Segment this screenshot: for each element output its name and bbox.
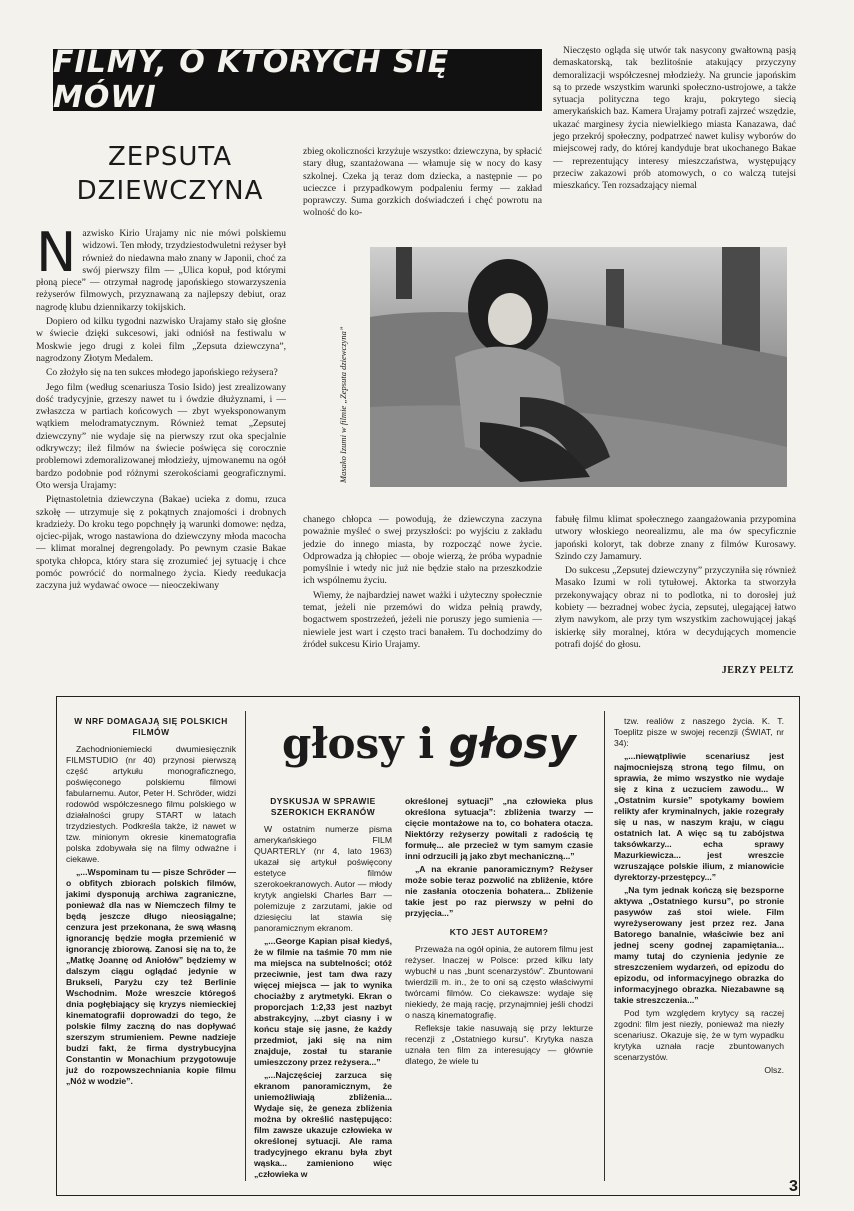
- glosy-paragraph: „...Wspominam tu — pisze Schröder — o obfitych zbiorach polskich filmów, jakimi dysponują archiwa zagraniczne, ponieważ dla nas w Niemczech filmy te będą jeszcze długo nieosiągalne; cenzura jest przekonana, że swą własną ignorancję będzie mogła przemienić w ignorancję zbiorową. Zanosi się na to, że „Matkę Joannę od Aniołów” będziemy w dalszym ciągu oglądać jedynie w Brukseli, Paryżu czy też Berlinie Wschodnim. Może wreszcie któregoś dnia pogłębiający się kryzys niemieckiej kinematografii doprowadzi do tego, że polskie filmy zaczną do nas dopływać szerszym strumieniem. Pewne nadzieje budzi fakt, że firma dystrybucyjna Constantin w Monachium przygotowuje już do rozpowszechniania kopie filmu „Nóż w wodzie”.: [66, 867, 236, 1086]
- article-paragraph: Piętnastoletnia dziewczyna (Bakae) ucieka z domu, rzuca szkołę — utrzymuje się z pokątnych znajomości i drobnych kradzieży. Do kroku tego popchnęły ją warunki domowe: nędza, ojciec-pijak, wrogo nastawiona do dziewczyny młoda macocha — klimat moralnej degrengolady. Po pewnym czasie Bakae spotyka chłopca, który stara się zrozumieć jej sytuację i chce pomóc powrócić do normalnego życia. Kiedy reedukacja zaczyna już wydawać owoce — nieoczekiwany: [36, 494, 286, 592]
- author-signature: JERZY PELTZ: [721, 665, 794, 676]
- glosy-paragraph: „...Najczęściej zarzuca się ekranom panoramicznym, że uniemożliwiają zbliżenia... Wydaje się, że geneza zbliżenia można by określić następująco: film zawsze ukazuje człowieka w określonej sytuacji. Ale rama tradycyjnego ekranu była zbyt wąska... zamieniono więc „człowieka w: [254, 1070, 392, 1179]
- article-column-3-top: [553, 45, 796, 195]
- glosy-title-part: głosy: [448, 719, 576, 768]
- article-paragraph: Co złożyło się na ten sukces młodego japońskiego reżysera?: [46, 367, 278, 379]
- glosy-column-3: [405, 796, 593, 1069]
- glosy-paragraph: Zachodnioniemiecki dwumiesięcznik FILMSTUDIO (nr 40) przynosi pierwszą część artykułu monograficznego, poświęconego polskiemu filmowi fabularnemu. Autor, Peter H. Schröder, widzi rodowód współczesnego filmu polskiego w działalności grupy START w latach trzydziestych. Podkreśla także, iż nawet w tzw. minionym okresie kinematografia polska zdobywała się na filmy odważne i ciekawe.: [66, 744, 236, 864]
- column-divider: [245, 711, 246, 1181]
- article-paragraph: Wiemy, że najbardziej nawet ważki i użyteczny społecznie temat, jeżeli nie przemówi do widza pełnią prawdy, bogactwem spostrzeżeń, jeżeli nie poruszy jego sumienia — niewiele jest wart i często traci banałem. Tu dochodzimy do źródeł sukcesu Kirio Urajamy.: [303, 589, 542, 650]
- glosy-paragraph: określonej sytuacji” „na człowieka plus określona sytuacja”: zbliżenia twarzy — cięcie montażowe na to, co bohatera otacza. Niektórzy reżyserzy powitali z radością tę formułę... ale przecież w tym samym czasie inni odrzucili ją jako zbyt mechaniczną...”: [405, 796, 593, 861]
- article-paragraph: Do sukcesu „Zepsutej dziewczyny” przyczyniła się również Masako Izumi w roli tytułowej. Aktorka ta stworzyła przekonywający obraz ni to podlotka, ni to dorosłej już kobiety — bezradnej wobec życia, zepsutej, ulegającej łatwo złym nawykom, ale przy tym wszystkim zachowującej jakąś iskierkę siły moralnej, która w decydujących momencie potrafi dojść do głosu.: [555, 565, 796, 650]
- article-column-1: [36, 221, 286, 595]
- film-still-photo: [370, 247, 787, 487]
- glosy-paragraph: Przeważa na ogół opinia, że autorem filmu jest reżyser. Inaczej w Polsce: przed kilku laty wybuchł u nas „bunt scenarzystów”. Zbuntowani twierdzili m. in., że to oni są często właściwymi twórcami filmów. Co ciekawsze: wydaje się niekiedy, że mają rację, przynajmniej jeśli chodzi o naszą kinematografię.: [405, 944, 593, 1020]
- glosy-title-part: głosy i: [282, 719, 435, 768]
- page-number: 3: [789, 1178, 798, 1195]
- article-column-2-bottom: [303, 514, 542, 653]
- glosy-paragraph: „Na tym jednak kończą się bezsporne aktywa „Ostatniego kursu”, po stronie pasywów zaś stoi wiele. Film wyreżyserowany jest przez rez. Jana Batorego banalnie, właściwie bez ani jednej sceny godnej zapamiętania... mamy tutaj do czynienia jedynie ze streszczeniem wydarzeń, od epizodu do epizodu, od informacyjnego obrazka do informacyjnego obrazka. Niezabawne są takie streszczenia...”: [614, 885, 784, 1005]
- article-paragraph: Nieczęsto ogląda się utwór tak nasycony gwałtowną pasją demaskatorską, tak bezlitośnie atakujący przyczyny demoralizacji współczesnej młodzieży. Na gruncie japońskim są to przede wszystkim warunki społeczno-ustrojowe, a także sytuacja polityczna tego kraju, pokrytego siecią amerykańskich baz. Kamera Urajamy potrafi zajrzeć wszędzie, ukazać marginesy życia niewielkiego miasta Kanazawa, dać jego przekrój społeczny, podpatrzeć nawet kulisy wyborów do miejscowej rady, do której kandyduje brat ukochanego Bakae — reprezentujący interesy mieszczaństwa, występujący przeciw zakazowi prób atomowych, o co walczą tutejsi mieszkańcy. Ten rozsadzający niemal: [553, 45, 796, 192]
- column-heading: W NRF DOMAGAJĄ SIĘ POLSKICH FILMÓW: [74, 716, 228, 737]
- article-paragraph: zbieg okoliczności krzyżuje wszystko: dziewczyna, by spłacić stary dług, szantażowana — włamuje się w nocy do kasy szkolnej. Czeka ją teraz dom dziecka, a następnie — po ucieczce i przypadkowym podpaleniu fermy — zakład poprawczy. Suma gorzkich doświadczeń i chęć powrotu na wolność do ko-: [303, 146, 542, 219]
- article-paragraph: chanego chłopca — powodują, że dziewczyna zaczyna poważnie myśleć o swej przyszłości: po wyjściu z zakładu jedzie do innego miasta, by rozpocząć nowe życie. Odprowadza ją chłopiec — oboje wierzą, że próba wypadnie pomyślnie i wtedy nic już nie będzie stało na przeszkodzie ich wspólnemu życiu.: [303, 514, 542, 587]
- glosy-column-2: [254, 796, 392, 1182]
- drop-cap: N: [36, 221, 77, 284]
- glosy-paragraph: tzw. realiów z naszego życia. K. T. Toeplitz pisze w swojej recenzji (ŚWIAT, nr 34):: [614, 716, 784, 748]
- glosy-column-1: [66, 716, 236, 1089]
- article-column-3-bottom: [555, 514, 796, 653]
- column-heading: DYSKUSJA W SPRAWIE SZEROKICH EKRANÓW: [270, 796, 376, 817]
- article-column-2-top: [303, 146, 542, 222]
- section-banner: FILMY, O KTÓRYCH SIĘ MÓWI: [53, 49, 542, 111]
- article-title: ZEPSUTA DZIEWCZYNA: [76, 142, 264, 206]
- glosy-signature: Olsz.: [764, 1065, 784, 1075]
- column-divider: [604, 711, 605, 1181]
- article-paragraph: azwisko Kirio Urajamy nic nie mówi polskiemu widzowi. Ten młody, trzydziestodwuletni reżyser był również do niedawna mało znany w Japonii, choć za swój pierwszy film — „Ulica kopuł, pod którymi płoną piece” — otrzymał nagrodę japońskiego stowarzyszenia reżyserów filmowych, przyznawaną za najlepszy debiut, oraz nagrodę klubu dziennikarzy tokijskich.: [36, 228, 286, 313]
- glosy-paragraph: „...George Kapian pisał kiedyś, że w filmie na taśmie 70 mm nie ma miejsca na subtelności; otóż przeciwnie, jest tam dwa razy więcej miejsca — jak to wynika chociażby z arytmetyki. Ekran o proporcjach 1:2,33 jest nazbyt abstrakcyjny, ...zbyt ciasny i w końcu staje się jasne, że każdy przedmiot, jaki się na nim znajduje, został tu staranie umieszczony przez reżysera...”: [254, 936, 392, 1067]
- glosy-title: [282, 716, 584, 772]
- article-paragraph: Jego film (według scenariusza Tosio Isido) jest zrealizowany dość tradycyjnie, grzeszy nawet tu i ówdzie dłużyznami, i — zwłaszcza w partiach końcowych — zbyt wyeksponowanym wątkiem melodramatycznym. Również temat „Zepsutej dziewczyny” nie wydaje się na pierwszy rzut oka specjalnie odkrywczy; ileż filmów na świecie poświęca się corocznie problemowi zdemoralizowanej młodzieży, ujmowanemu na ogół bardzo podobnie pod różnymi szerokościami geograficznymi. Oto wersja Urajamy:: [36, 381, 286, 491]
- column-heading: KTO JEST AUTOREM?: [449, 927, 549, 937]
- glosy-paragraph: W ostatnim numerze pisma amerykańskiego FILM QUARTERLY (nr 4, lato 1963) ukazał się artykuł poświęcony estetyce filmów szerokoekranowych. Autor — młody krytyk angielski Charles Barr — polemizuje z zarzutami, jakie od dziesięciu lat stawia się panoramicznym ekranom.: [254, 824, 392, 933]
- glosy-paragraph: Pod tym względem krytycy są raczej zgodni: film jest niezły, ponieważ ma niezły scenariusz. Okazuje się, że w tym wypadku krytyka uznała racje zbuntowanych scenarzystów.: [614, 1008, 784, 1062]
- article-paragraph: fabułę filmu klimat społecznego zaangażowania przypomina utwory włoskiego neorealizmu, ale ma ów specyficznie japoński koloryt, tak dobrze znany z filmów Kurosawy. Szindo czy Jamamury.: [555, 514, 796, 562]
- article-paragraph: Dopiero od kilku tygodni nazwisko Urajamy stało się głośne w świecie dzięki sukcesowi, jaki odniósł na festiwalu w Moskwie jego drugi z kolei film „Zepsuta dziewczyna”, nagrodzony Złotym Medalem.: [36, 316, 286, 364]
- glosy-paragraph: „A na ekranie panoramicznym? Reżyser może sobie teraz pozwolić na zbliżenie, które nie zasłania otoczenia bohatera... Zbliżenie takie jest po raz pierwszy w pełni do przyjęcia...”: [405, 864, 593, 918]
- glosy-paragraph: „...niewątpliwie scenariusz jest najmocniejszą stroną tego filmu, on sprawia, że mimo wszystko nie wydaje się z kina z uczuciem zawodu... W „Ostatnim kursie” spotykamy bowiem relikty afer kryminalnych, jakie rozegrały się u nas, w naszym kraju, w ciągu ostatnich lat. A więc są tu zabójstwa taksówkarzy... echa sprawy Mazurkiewicza... jest wreszcie wzruszające polskie ilium, z mianowicie dyrektorzy-przestępcy...”: [614, 751, 784, 882]
- photo-caption: Masako Izumi w filmie „Zepsuta dziewczyna”: [338, 326, 348, 483]
- glosy-column-4: [614, 716, 784, 1078]
- glosy-paragraph: Refleksje takie nasuwają się przy lekturze recenzji z „Ostatniego kursu”. Krytyka nasza uznała ten film za interesujący — głównie dlatego, że wiele tu: [405, 1023, 593, 1066]
